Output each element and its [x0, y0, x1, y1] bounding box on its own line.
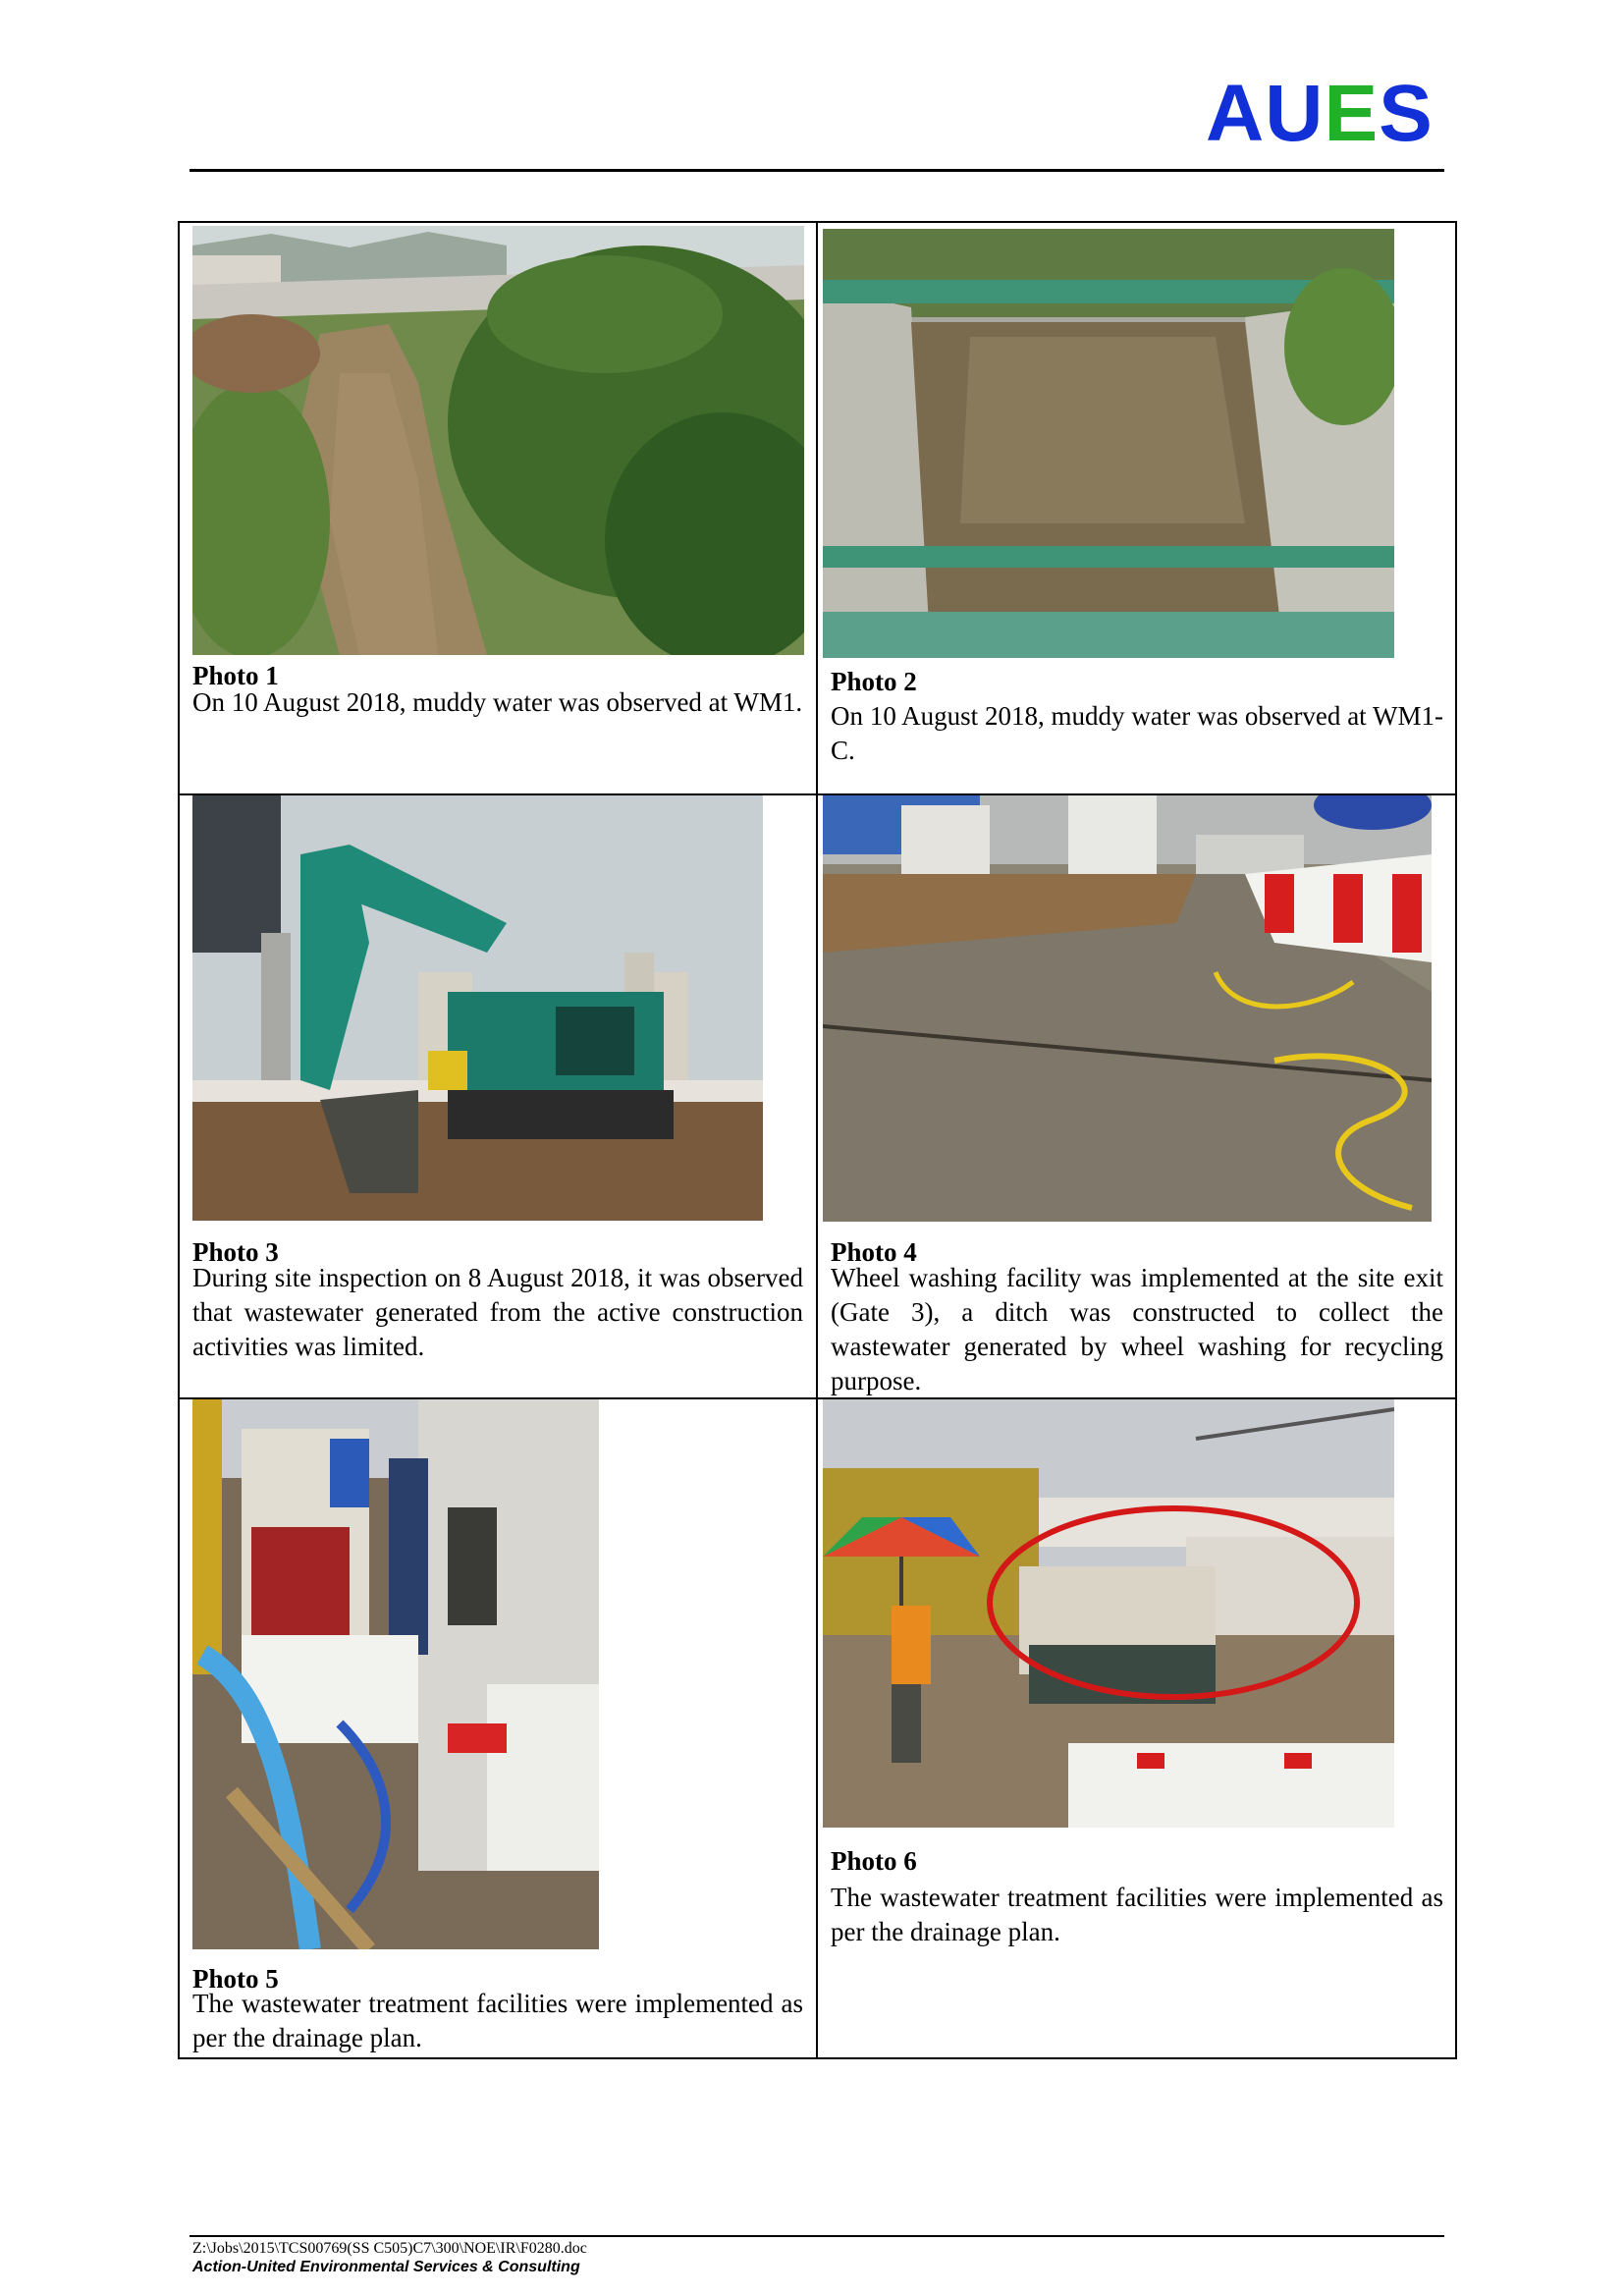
- photo-5-caption: The wastewater treatment facilities were implemented as per the drainage plan.: [192, 1989, 803, 2052]
- photo-5-title: Photo 5: [192, 1964, 279, 1994]
- photo-cell-4: [832, 795, 1444, 1397]
- photo-1-caption: On 10 August 2018, muddy water was observed at WM1.: [192, 687, 803, 717]
- photo-3-title: Photo 3: [192, 1237, 279, 1267]
- photo-6-caption: The wastewater treatment facilities were implemented as per the drainage plan.: [831, 1883, 1443, 1946]
- photo-4-image: [823, 795, 1432, 1222]
- photo-4-title: Photo 4: [831, 1237, 917, 1267]
- footer-company-name: Action-United Environmental Services & Consulting: [192, 2259, 580, 2275]
- photo-cell-5: [193, 1399, 802, 2059]
- photo-2-title: Photo 2: [831, 667, 917, 696]
- photo-3-image: [192, 795, 763, 1221]
- photo-cell-1: [193, 223, 802, 793]
- photo-2-image: [823, 229, 1394, 658]
- photo-4-caption: Wheel washing facility was implemented at the site exit (Gate 3), a ditch was constructed to collect the wastewater generated by wheel washing for recycling purpose.: [831, 1263, 1443, 1395]
- photo-2-caption: On 10 August 2018, muddy water was observed at WM1-C.: [831, 701, 1443, 765]
- photo-table: [178, 221, 1457, 2059]
- aues-logo: [1206, 69, 1441, 158]
- logo-letter-u: U: [1265, 69, 1325, 158]
- photo-3-caption: During site inspection on 8 August 2018, it was observed that wastewater generated from the active construction activities was limited.: [192, 1263, 803, 1361]
- photo-cell-6: [832, 1399, 1444, 2059]
- footer-file-path: Z:\Jobs\2015\TCS00769(SS C505)C7\300\NOE\IR\F0280.doc: [192, 2240, 587, 2257]
- photo-cell-3: [193, 795, 802, 1397]
- photo-6-title: Photo 6: [831, 1846, 917, 1876]
- photo-6-image: [823, 1399, 1394, 1828]
- logo-letter-e: E: [1324, 69, 1380, 158]
- photo-5-image: [192, 1399, 599, 1949]
- header-divider: [189, 169, 1444, 172]
- photo-1-title: Photo 1: [192, 661, 279, 690]
- logo-letter-a: A: [1206, 69, 1266, 158]
- table-column-divider: [816, 223, 818, 2057]
- photo-1-image: [192, 226, 804, 655]
- photo-cell-2: [832, 223, 1444, 793]
- logo-letter-s: S: [1379, 69, 1434, 158]
- footer-divider: [189, 2235, 1444, 2237]
